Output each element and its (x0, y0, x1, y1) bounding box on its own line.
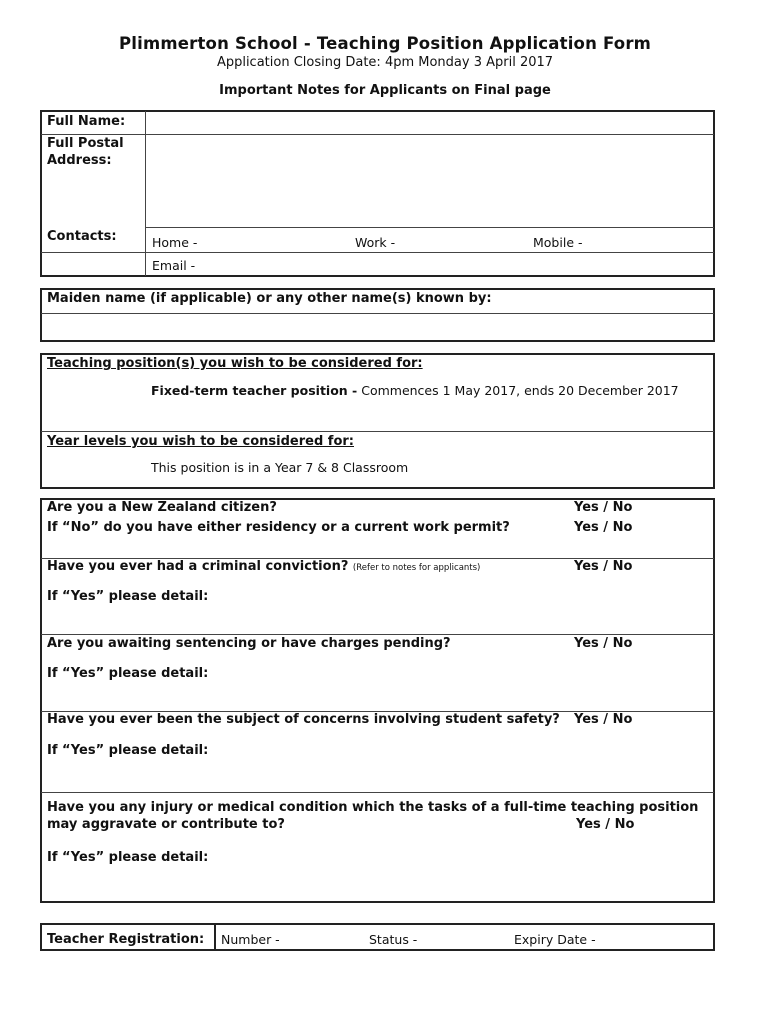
sentencing-question: Are you awaiting sentencing or have charges pending? (47, 636, 451, 651)
form-title: Plimmerton School - Teaching Position Application Form (118, 34, 652, 53)
address-label-2: Address: (47, 153, 112, 168)
position-label: Teaching position(s) you wish to be considered for: (47, 356, 423, 371)
position-value (151, 383, 679, 399)
address-label-1: Full Postal (47, 136, 124, 151)
residency-question: If “No” do you have either residency or a current work permit? (47, 520, 510, 535)
medical-detail-label: If “Yes” please detail: (47, 850, 209, 865)
citizen-question: Are you a New Zealand citizen? (47, 500, 277, 515)
criminal-note: (Refer to notes for applicants) (352, 563, 481, 573)
registration-label: Teacher Registration: (47, 932, 205, 947)
mobile-phone-field[interactable]: Mobile - (533, 235, 583, 250)
sentencing-detail-label: If “Yes” please detail: (47, 666, 209, 681)
position-value-dates: Commences 1 May 2017, ends 20 December 2017 (361, 383, 679, 398)
home-phone-field[interactable]: Home - (152, 235, 198, 250)
email-field[interactable]: Email - (152, 258, 196, 273)
address-field[interactable] (147, 136, 713, 226)
maiden-name-label: Maiden name (if applicable) or any other name(s) known by: (47, 291, 492, 306)
criminal-question-text: Have you ever had a criminal conviction? (47, 559, 349, 574)
work-phone-field[interactable]: Work - (355, 235, 396, 250)
year-levels-label: Year levels you wish to be considered for: (47, 434, 354, 449)
safety-question: Have you ever been the subject of concerns involving student safety? (47, 712, 560, 727)
maiden-name-field[interactable] (43, 315, 713, 340)
residency-yes-no[interactable]: Yes / No (574, 520, 633, 535)
closing-date: Application Closing Date: 4pm Monday 3 April 2017 (216, 55, 554, 70)
important-notes: Important Notes for Applicants on Final page (219, 83, 551, 98)
registration-expiry-field[interactable]: Expiry Date - (514, 932, 596, 947)
full-name-field[interactable] (147, 112, 713, 133)
criminal-detail-label: If “Yes” please detail: (47, 589, 209, 604)
sentencing-yes-no[interactable]: Yes / No (574, 636, 633, 651)
criminal-yes-no[interactable]: Yes / No (574, 559, 633, 574)
full-name-label: Full Name: (47, 114, 126, 129)
criminal-question (47, 558, 480, 577)
contacts-label: Contacts: (47, 229, 117, 244)
citizen-yes-no[interactable]: Yes / No (574, 500, 633, 515)
medical-question-line1: Have you any injury or medical condition which the tasks of a full-time teaching position (47, 800, 699, 815)
position-value-title: Fixed-term teacher position - (151, 383, 358, 398)
year-levels-value: This position is in a Year 7 & 8 Classroom (151, 460, 409, 475)
medical-yes-no[interactable]: Yes / No (576, 817, 635, 832)
registration-number-field[interactable]: Number - (221, 932, 280, 947)
registration-status-field[interactable]: Status - (369, 932, 418, 947)
safety-detail-label: If “Yes” please detail: (47, 743, 209, 758)
safety-yes-no[interactable]: Yes / No (574, 712, 633, 727)
medical-question-line2: may aggravate or contribute to? (47, 817, 285, 832)
